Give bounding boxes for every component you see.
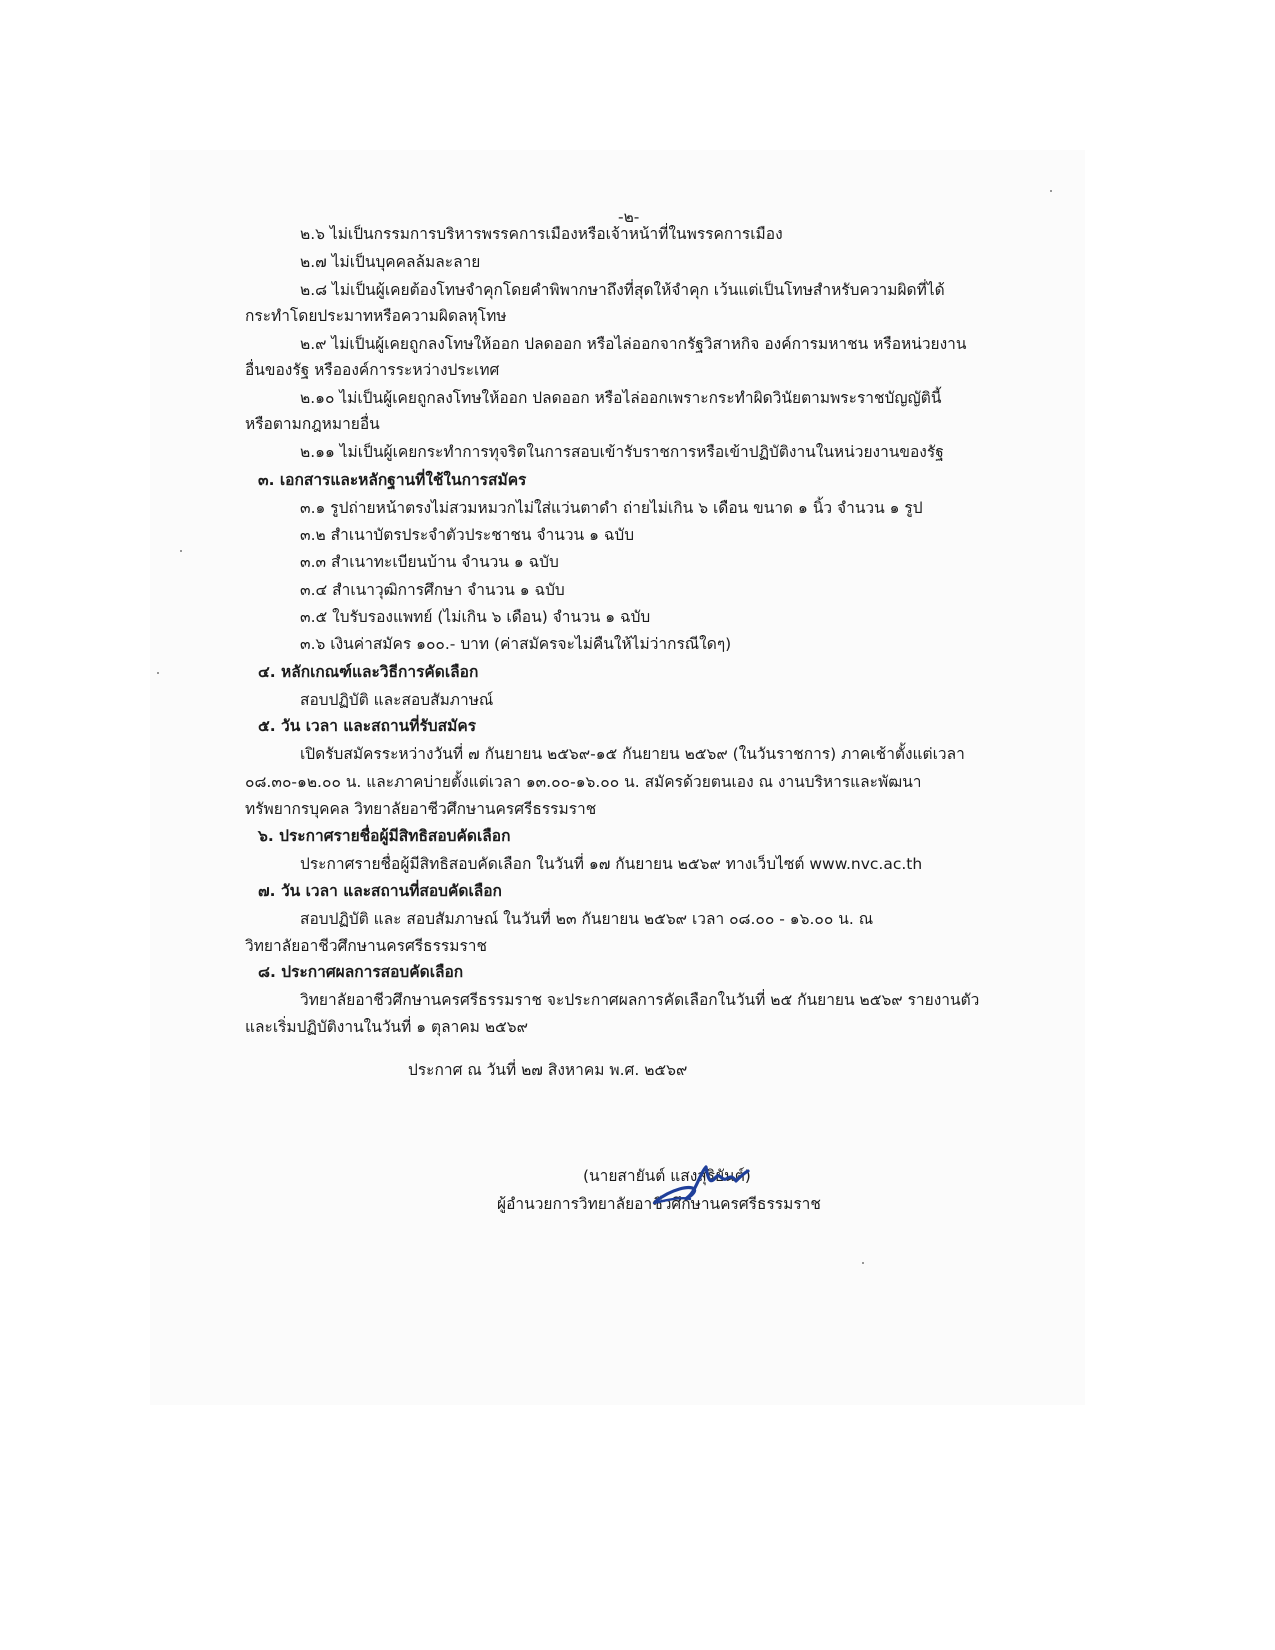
item-3-5: ๓.๕ ใบรับรองแพทย์ (ไม่เกิน ๖ เดือน) จำนวน ๑ ฉบับ [300,608,651,626]
item-2-9-cont: อื่นของรัฐ หรือองค์การระหว่างประเทศ [245,361,500,379]
item-2-11: ๒.๑๑ ไม่เป็นผู้เคยกระทำการทุจริตในการสอบเข้ารับราชการหรือเข้าปฏิบัติงานในหน่วยงานของรัฐ [300,443,944,461]
item-4-1: สอบปฏิบัติ และสอบสัมภาษณ์ [300,691,494,709]
signer-title: ผู้อำนวยการวิทยาลัยอาชีวศึกษานครศรีธรรมราช [497,1195,821,1213]
item-3-1: ๓.๑ รูปถ่ายหน้าตรงไม่สวมหมวกไม่ใส่แว่นตาดำ ถ่ายไม่เกิน ๖ เดือน ขนาด ๑ นิ้ว จำนวน ๑ รูป [300,499,923,517]
item-3-3: ๓.๓ สำเนาทะเบียนบ้าน จำนวน ๑ ฉบับ [300,553,559,571]
scan-speck [862,1262,864,1264]
scan-speck [157,672,159,674]
item-2-7: ๒.๗ ไม่เป็นบุคคลล้มละลาย [300,253,481,271]
section-heading-6: ๖. ประกาศรายชื่อผู้มีสิทธิสอบคัดเลือก [258,827,511,845]
item-5-1-cont2: ทรัพยากรบุคคล วิทยาลัยอาชีวศึกษานครศรีธรรมราช [245,800,597,818]
signer-name: (นายสายันต์ แสงสุริยันต์) [583,1167,751,1185]
item-5-1-cont: ๐๘.๓๐-๑๒.๐๐ น. และภาคบ่ายตั้งแต่เวลา ๑๓.๐๐-๑๖.๐๐ น. สมัครด้วยตนเอง ณ งานบริหารและพัฒนา [245,773,922,791]
announcement-date: ประกาศ ณ วันที่ ๒๗ สิงหาคม พ.ศ. ๒๕๖๙ [408,1061,688,1079]
scan-speck [180,550,182,552]
item-2-8-cont: กระทำโดยประมาทหรือความผิดลหุโทษ [245,307,507,325]
item-2-9: ๒.๙ ไม่เป็นผู้เคยถูกลงโทษให้ออก ปลดออก หรือไล่ออกจากรัฐวิสาหกิจ องค์การมหาชน หรือหน่วยงาน [300,335,967,353]
item-2-10-cont: หรือตามกฎหมายอื่น [245,415,380,433]
item-3-6: ๓.๖ เงินค่าสมัคร ๑๐๐.- บาท (ค่าสมัครจะไม่คืนให้ไม่ว่ากรณีใดๆ) [300,635,732,653]
section-heading-4: ๔. หลักเกณฑ์และวิธีการคัดเลือก [258,663,479,681]
item-5-1: เปิดรับสมัครระหว่างวันที่ ๗ กันยายน ๒๕๖๙-๑๕ กันยายน ๒๕๖๙ (ในวันราชการ) ภาคเช้าตั้งแต่เวลา [300,745,965,763]
item-8-1-cont: และเริ่มปฏิบัติงานในวันที่ ๑ ตุลาคม ๒๕๖๙ [245,1018,528,1036]
handwritten-signature [650,1155,760,1215]
item-7-1: สอบปฏิบัติ และ สอบสัมภาษณ์ ในวันที่ ๒๓ กันยายน ๒๕๖๙ เวลา ๐๘.๐๐ - ๑๖.๐๐ น. ณ [300,910,874,928]
scan-speck [1050,190,1052,192]
item-2-8: ๒.๘ ไม่เป็นผู้เคยต้องโทษจำคุกโดยคำพิพากษาถึงที่สุดให้จำคุก เว้นแต่เป็นโทษสำหรับความผิดที่ได้ [300,281,945,299]
item-6-1: ประกาศรายชื่อผู้มีสิทธิสอบคัดเลือก ในวันที่ ๑๗ กันยายน ๒๕๖๙ ทางเว็บไซต์ www.nvc.ac.th [300,855,923,873]
item-3-4: ๓.๔ สำเนาวุฒิการศึกษา จำนวน ๑ ฉบับ [300,581,565,599]
section-heading-5: ๕. วัน เวลา และสถานที่รับสมัคร [258,717,477,735]
section-heading-7: ๗. วัน เวลา และสถานที่สอบคัดเลือก [258,882,502,900]
item-3-2: ๓.๒ สำเนาบัตรประจำตัวประชาชน จำนวน ๑ ฉบับ [300,526,635,544]
item-2-10: ๒.๑๐ ไม่เป็นผู้เคยถูกลงโทษให้ออก ปลดออก หรือไล่ออกเพราะกระทำผิดวินัยตามพระราชบัญญัตินี้ [300,389,942,407]
section-heading-8: ๘. ประกาศผลการสอบคัดเลือก [258,963,464,981]
item-8-1: วิทยาลัยอาชีวศึกษานครศรีธรรมราช จะประกาศผลการคัดเลือกในวันที่ ๒๕ กันยายน ๒๕๖๙ รายงานตัว [300,991,980,1009]
section-heading-3: ๓. เอกสารและหลักฐานที่ใช้ในการสมัคร [258,471,527,489]
item-2-6: ๒.๖ ไม่เป็นกรรมการบริหารพรรคการเมืองหรือเจ้าหน้าที่ในพรรคการเมือง [300,225,783,243]
item-7-1-cont: วิทยาลัยอาชีวศึกษานครศรีธรรมราช [245,937,487,955]
page-number: -๒- [618,208,640,226]
